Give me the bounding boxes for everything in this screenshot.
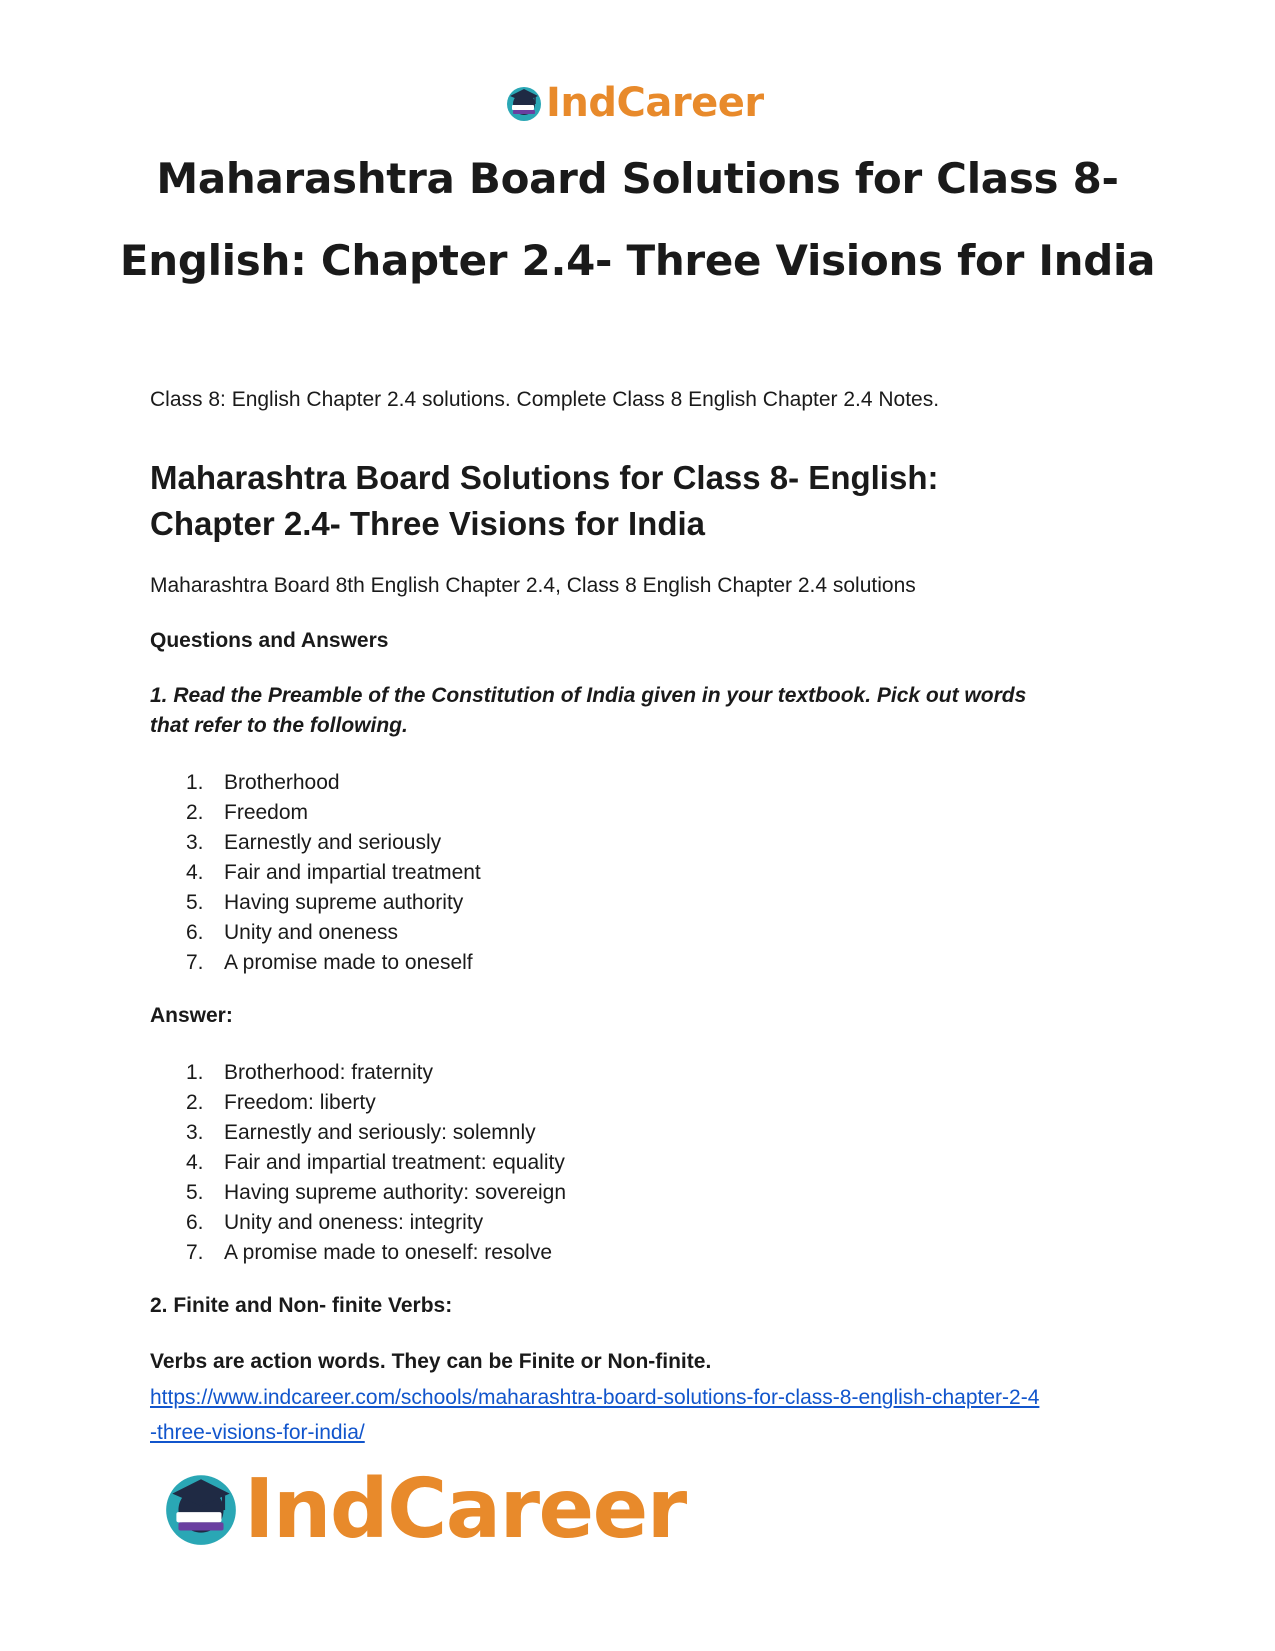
list-item-number: 1.	[186, 1061, 204, 1084]
list-item-text: Freedom: liberty	[224, 1091, 376, 1114]
list-item-text: Having supreme authority: sovereign	[224, 1181, 567, 1204]
section-title-line-2: Chapter 2.4- Three Visions for India	[150, 505, 706, 542]
questions-and-answers-heading: Questions and Answers	[150, 629, 389, 652]
document-title-line-1: Maharashtra Board Solutions for Class 8-	[156, 154, 1119, 203]
question-terms-list	[150, 768, 481, 978]
intro-text: Class 8: English Chapter 2.4 solutions. Complete Class 8 English Chapter 2.4 Notes.	[150, 388, 940, 411]
source-link-line-1[interactable]: https://www.indcareer.com/schools/maharashtra-board-solutions-for-class-8-english-chapter-2-4	[150, 1386, 1040, 1409]
list-item-text: Unity and oneness: integrity	[224, 1211, 484, 1234]
finite-verbs-heading: 2. Finite and Non- finite Verbs:	[150, 1294, 453, 1317]
section-title-line-1: Maharashtra Board Solutions for Class 8- English:	[150, 459, 939, 496]
list-item-text: Earnestly and seriously	[224, 831, 442, 854]
list-item-number: 3.	[186, 831, 204, 854]
answers-list	[150, 1058, 566, 1268]
list-item-number: 1.	[186, 771, 204, 794]
list-item-number: 4.	[186, 1151, 204, 1174]
footer-logo-text: IndCareer	[244, 1462, 686, 1557]
list-item-text: Fair and impartial treatment	[224, 861, 481, 884]
list-item	[150, 1238, 566, 1268]
header-logo[interactable]	[504, 78, 764, 128]
list-item	[150, 918, 481, 948]
list-item-number: 7.	[186, 951, 204, 974]
document-title	[100, 138, 1175, 302]
list-item	[150, 1148, 566, 1178]
list-item-text: Freedom	[224, 801, 309, 824]
list-item	[150, 1178, 566, 1208]
list-item-number: 7.	[186, 1241, 204, 1264]
list-item	[150, 1088, 566, 1118]
list-item	[150, 1118, 566, 1148]
list-item	[150, 828, 481, 858]
list-item-text: Brotherhood	[224, 771, 340, 794]
header-logo-text: IndCareer	[546, 80, 764, 126]
list-item	[150, 798, 481, 828]
list-item-text: A promise made to oneself: resolve	[224, 1241, 553, 1264]
list-item-number: 5.	[186, 1181, 204, 1204]
list-item-number: 6.	[186, 921, 204, 944]
verbs-intro-text: Verbs are action words. They can be Finite or Non-finite.	[150, 1350, 712, 1373]
list-item-number: 6.	[186, 1211, 204, 1234]
list-item-number: 3.	[186, 1121, 204, 1144]
list-item-number: 4.	[186, 861, 204, 884]
list-item	[150, 888, 481, 918]
list-item	[150, 858, 481, 888]
document-title-line-2: English: Chapter 2.4- Three Visions for India	[119, 236, 1156, 285]
list-item	[150, 1058, 566, 1088]
subtitle-text: Maharashtra Board 8th English Chapter 2.4, Class 8 English Chapter 2.4 solutions	[150, 574, 916, 597]
question-1-line-2: that refer to the following.	[150, 714, 408, 737]
list-item-text: Fair and impartial treatment: equality	[224, 1151, 565, 1174]
graduation-cap-book-icon	[504, 83, 544, 123]
question-1	[150, 681, 1130, 741]
list-item-text: Brotherhood: fraternity	[224, 1061, 433, 1084]
list-item-number: 2.	[186, 1091, 204, 1114]
list-item-text: A promise made to oneself	[224, 951, 473, 974]
list-item-text: Earnestly and seriously: solemnly	[224, 1121, 536, 1144]
list-item-text: Having supreme authority	[224, 891, 464, 914]
answer-label: Answer:	[150, 1004, 233, 1027]
list-item	[150, 948, 481, 978]
graduation-cap-book-icon	[160, 1467, 242, 1554]
list-item	[150, 768, 481, 798]
source-link[interactable]	[150, 1380, 1130, 1450]
footer-logo[interactable]	[160, 1460, 686, 1560]
list-item-text: Unity and oneness	[224, 921, 398, 944]
list-item-number: 2.	[186, 801, 204, 824]
list-item	[150, 1208, 566, 1238]
section-title	[150, 455, 1130, 547]
source-link-line-2[interactable]: -three-visions-for-india/	[150, 1421, 365, 1444]
list-item-number: 5.	[186, 891, 204, 914]
question-1-line-1: 1. Read the Preamble of the Constitution of India given in your textbook. Pick out words	[150, 684, 1027, 707]
